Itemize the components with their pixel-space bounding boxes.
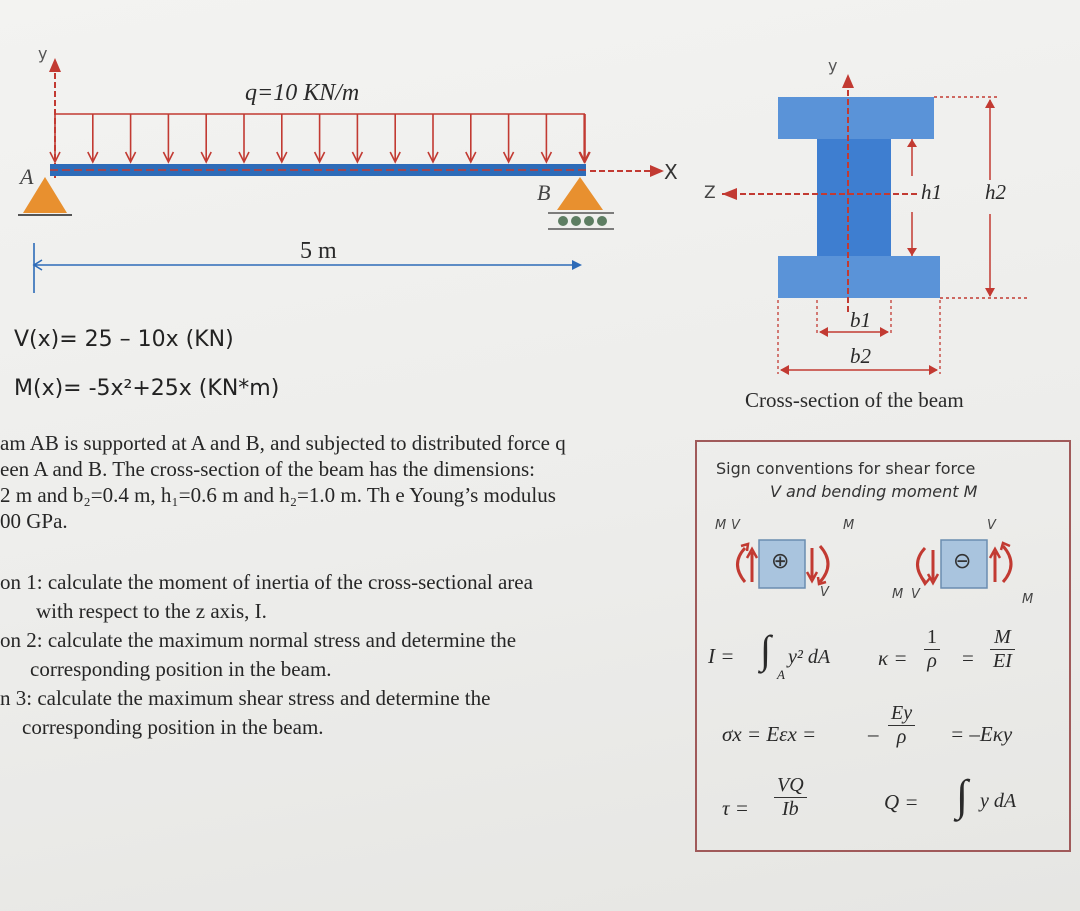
problem-line: 2 m and b₂=0.4 m, h₁=0.6 m and h₂=1.0 m. Th e Young’s modulus: [0, 483, 556, 507]
moment-equation: M(x)= -5x²+25x (KN*m): [14, 376, 280, 401]
sigma-minus: –: [868, 722, 879, 746]
tau-num: VQ: [774, 774, 807, 798]
section-z-label: Z: [704, 183, 716, 203]
problem-line: am AB is supported at A and B, and subjected to distributed force q: [0, 431, 566, 455]
positive-sign-symbol: ⊕: [771, 549, 790, 574]
span-label: 5 m: [300, 238, 337, 264]
inertia-lhs: I =: [708, 644, 735, 668]
sigma-frac: [888, 702, 915, 749]
sign-title-1: Sign conventions for shear force: [716, 459, 976, 478]
kappa-equals: =: [962, 646, 974, 670]
b2-label: b2: [850, 344, 871, 368]
negative-sign-symbol: ⊖: [953, 549, 972, 574]
pos-m-label: M: [715, 518, 727, 533]
pos-m-label-right: M: [843, 518, 855, 533]
kappa-one: 1: [924, 626, 940, 650]
task-3: n 3: calculate the maximum shear stress and determine the: [0, 686, 491, 710]
pos-v-label: V: [731, 518, 740, 533]
neg-m-label: M: [892, 587, 904, 602]
task-1: on 1: calculate the moment of inertia of the cross-sectional area: [0, 570, 533, 594]
task-1-cont: with respect to the z axis, I.: [36, 599, 267, 623]
sign-title-2-text: V and bending moment M: [770, 482, 978, 501]
task-2: on 2: calculate the maximum normal stress and determine the: [0, 628, 517, 652]
sigma-rhs: = –Eκy: [950, 722, 1013, 746]
support-b-label: B: [537, 180, 551, 205]
task-2-cont: corresponding position in the beam.: [30, 657, 332, 681]
q-lhs: Q =: [884, 790, 919, 814]
x-axis-label: X: [664, 160, 678, 184]
tau-lhs: τ =: [722, 796, 749, 820]
beam-y-label: y: [38, 44, 48, 63]
support-a-label: A: [20, 164, 34, 189]
neg-m-label-right: M: [1022, 592, 1034, 607]
tau-den: Ib: [782, 798, 799, 820]
kappa-frac-2: [990, 626, 1015, 673]
sigma-lhs: σx = Eεx =: [722, 722, 817, 746]
h1-label: h1: [921, 180, 942, 204]
kappa-lhs: κ =: [878, 646, 908, 670]
problem-line: een A and B. The cross-section of the beam has the dimensions:: [0, 457, 535, 481]
pos-v-label-right: V: [820, 585, 829, 600]
task-3-cont: corresponding position in the beam.: [22, 715, 324, 739]
tau-frac: [774, 774, 807, 821]
neg-v-label-right: V: [987, 518, 996, 533]
shear-equation: V(x)= 25 – 10x (KN): [14, 327, 234, 352]
kappa-m: M: [990, 626, 1015, 650]
section-caption: Cross-section of the beam: [745, 388, 964, 412]
inertia-rhs: y² dA: [788, 646, 831, 668]
kappa-ei: EI: [993, 650, 1012, 672]
section-y-label: y: [828, 56, 838, 75]
sigma-num: Ey: [888, 702, 915, 726]
problem-line: 00 GPa.: [0, 509, 68, 533]
q-integral: ∫: [956, 771, 969, 820]
b1-label: b1: [850, 308, 871, 332]
kappa-frac-1: [924, 626, 940, 673]
q-rhs: y dA: [980, 790, 1017, 812]
inertia-area-sub: A: [777, 667, 785, 682]
inertia-integral: ∫: [760, 627, 771, 672]
neg-v-label: V: [911, 587, 920, 602]
sigma-den: ρ: [896, 726, 907, 748]
load-label-text: q=10 KN/m: [245, 80, 360, 106]
h2-label: h2: [985, 180, 1006, 204]
kappa-rho: ρ: [927, 650, 937, 672]
